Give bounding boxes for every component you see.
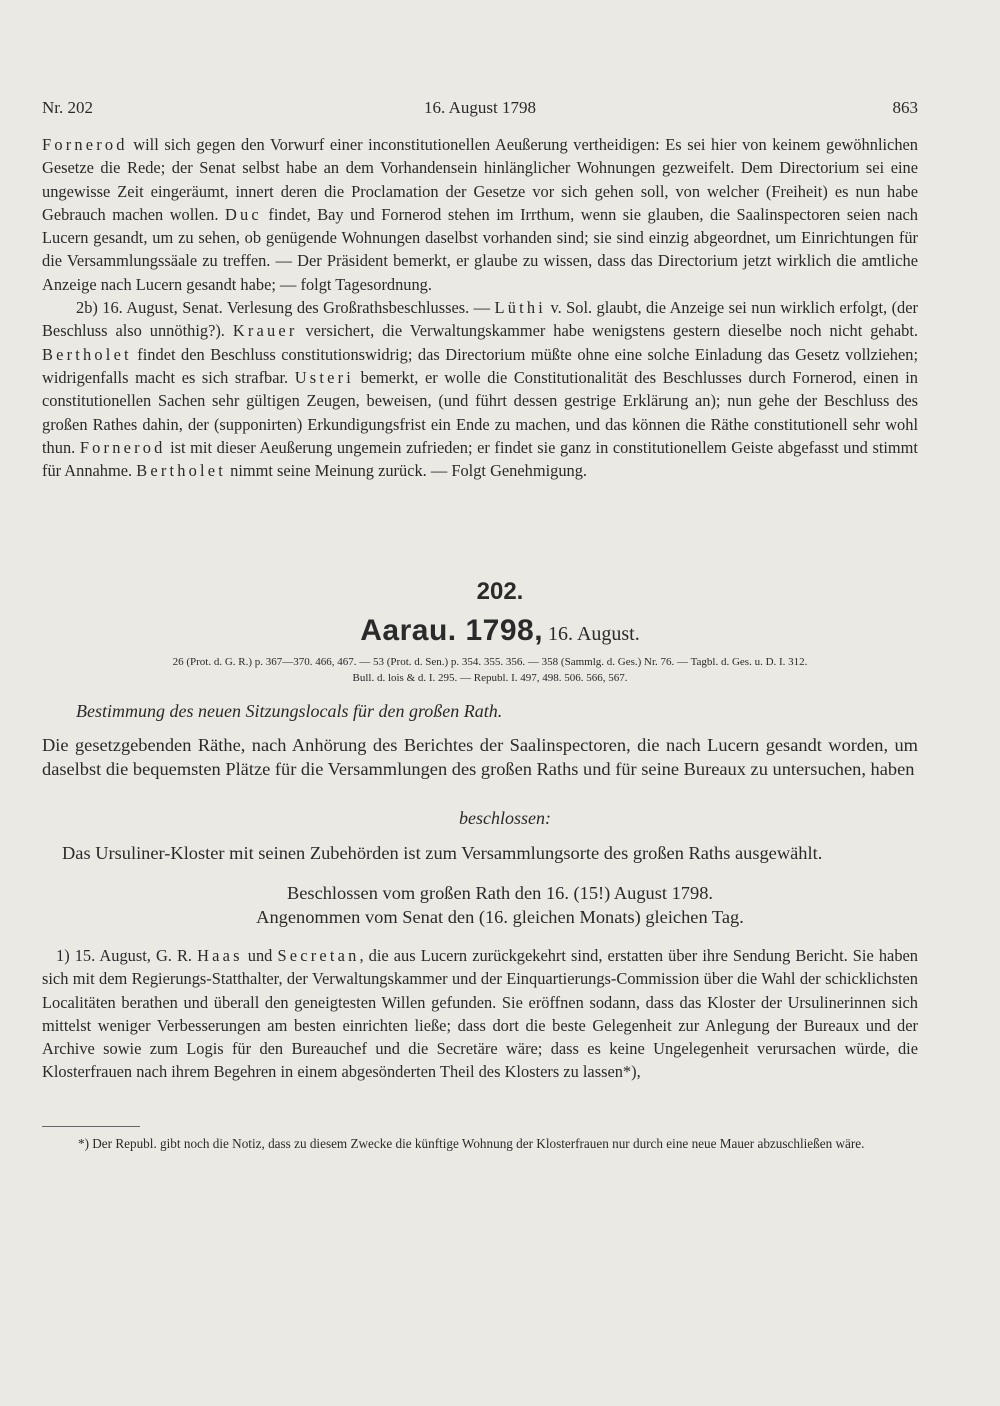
section-title: Bestimmung des neuen Sitzungslocals für den großen Rath. — [76, 701, 503, 721]
running-header — [42, 98, 918, 120]
decree-closing-senate: Angenommen vom Senat den (16. gleichen Monats) gleichen Tag. — [256, 907, 744, 927]
note-report — [42, 944, 918, 1084]
speaker-name: Bertholet — [42, 344, 132, 364]
section-place-year: Aarau. 1798, — [360, 614, 544, 647]
paragraph-text: findet den Beschluss constitutionswidrig; das Directorium müßte ohne eine solche Einladung das Gesetz vollziehen; widrigenfalls macht es sich strafbar. — [42, 344, 918, 387]
footnote-text: *) Der Republ. gibt noch die Notiz, dass zu diesem Zwecke die künftige Wohnung der Klosterfrauen nur durch eine neue Mauer abzuschließen wäre. — [78, 1136, 865, 1151]
footnote — [42, 1133, 918, 1154]
header-page-number: 863 — [892, 98, 918, 117]
paragraph-text: 2b) 16. August, Senat. Verlesung des Großrathsbeschlusses. — — [76, 298, 495, 318]
decree-body — [42, 842, 918, 866]
section-dateline — [0, 614, 1000, 648]
paragraph-text: ist mit dieser Aeußerung ungemein zufrieden; er findet sie ganz in constitutionellem Geiste abgefasst und stimmt für Annahme. — [42, 437, 918, 481]
speaker-name: Haas — [197, 946, 243, 965]
header-doc-number: Nr. 202 — [42, 98, 93, 117]
source-references — [60, 654, 920, 686]
paragraph-text: findet, Bay und Fornerod stehen im Irrthum, wenn sie glauben, die Saalinspectoren seien nach Lucern gesandt, um zu sehen, ob genügende Wohnungen daselbst vorhanden sind; sie sind einzig abgeordnet, um Einrichtungen für die Versammlungssäale zu treffen. — Der Präsident bemerkt, er glaube zu wissen, dass das Directorium jetzt wirklich die amtliche Anzeige nach Lucern gesandt habe; — folgt Tagesordnung. — [42, 204, 918, 294]
speaker-name: Duc — [224, 204, 262, 224]
references-line: Bull. d. lois & d. I. 295. — Republ. I. 497, 498. 506. 566, 567. — [352, 672, 628, 684]
paragraph-text: und — [242, 946, 278, 965]
decree-resolved: beschlossen: — [459, 808, 551, 828]
decree-closing-council: Beschlossen vom großen Rath den 16. (15!) August 1798. — [286, 883, 713, 903]
header-date: 16. August 1798 — [424, 98, 536, 117]
decree-intro — [42, 734, 918, 782]
section-number: 202. — [476, 578, 524, 605]
paragraph-report — [42, 944, 918, 1084]
speaker-name: Krauer — [232, 321, 298, 341]
section-date: 16. August. — [548, 623, 640, 645]
speaker-name: Fornerod — [79, 437, 166, 457]
paragraph-fornerod — [42, 133, 918, 296]
speaker-name: Fornerod — [42, 135, 128, 154]
continued-debate-text — [42, 133, 918, 482]
decree-intro-text: Die gesetzgebenden Räthe, nach Anhörung des Berichtes der Saalinspectoren, die nach Lucern gesandt worden, um daselbst die bequemsten Plätze für die Versammlungen des großen Raths und für seine Bureaux zu untersuchen, haben — [42, 735, 918, 779]
paragraph-text: , die aus Lucern zurückgekehrt sind, erstatten über ihre Sendung Bericht. Sie haben sich mit dem Regierungs-Statthalter, der Verwaltungskammer und der Einquartierungs-Commission über die Wahl der schicklichsten Localitäten berathen und überall den geneigtesten Willen gefunden. Sie eröffnen sodann, dass das Kloster der Ursulinerinnen sich mittelst weniger Verbesserungen am besten einrichten ließe; dass dort die beste Gelegenheit zur Anlegung der Bureaux und der Archive sowie zum Logis für den Bureauchef und die Secretäre wäre; dass es keine Ungelegenheit verursachen würde, die Klosterfrauen nach ihrem Begehren in einem abgesönderten Theil des Klosters zu lassen*), — [42, 946, 918, 1082]
paragraph-text: nimmt seine Meinung zurück. — Folgt Genehmigung. — [226, 461, 588, 481]
paragraph-text: 1) 15. August, G. R. — [56, 946, 198, 965]
speaker-name: Lüthi — [494, 298, 547, 318]
paragraph-senate — [42, 296, 918, 482]
paragraph-text: versichert, die Verwaltungskammer habe wenigstens gestern dieselbe noch nicht gehabt. — [297, 321, 918, 341]
speaker-name: Usteri — [294, 367, 354, 387]
paragraph-text: v. Sol. glaubt, die Anzeige sei nun wirklich erfolgt, (der Beschluss also unnöthig?). — [42, 298, 918, 341]
footnote-divider — [42, 1126, 140, 1127]
references-line: 26 (Prot. d. G. R.) p. 367—370. 466, 467. — 53 (Prot. d. Sen.) p. 354. 355. 356. — 358 (Sammlg. d. Ges.) Nr. 76. — Tagbl. d. Ges. u. D. I. 312. — [172, 656, 808, 668]
speaker-name: Secretan — [277, 946, 360, 965]
paragraph-text: will sich gegen den Vorwurf einer inconstitutionellen Aeußerung vertheidigen: Es sei hier von keinem gewöhnlichen Gesetze die Rede; der Senat selbst habe an dem Vorhandensein hinlänglicher Wohnungen gezweifelt. Dem Directorium sei eine ungewisse Zeit eingeräumt, innert deren die Proclamation der Gesetze vor sich gehen soll, von welcher (Freiheit) es nun habe Gebrauch machen wollen. — [42, 135, 918, 224]
paragraph-text: bemerkt, er wolle die Constitutionalität des Beschlusses durch Fornerod, einen in constitutionellen Sachen sehr gültigen Zeugen, beweisen, (und führt dessen gestrige Erklärung an); nun gehe der Beschluss des großen Rathes dahin, der (supponirten) Erkundigungsfrist ein Ende zu machen, und das können die Räthe constitutionell sehr wohl thun. — [42, 367, 918, 457]
decree-body-text: Das Ursuliner-Kloster mit seinen Zubehörden ist zum Versammlungsorte des großen Raths ausgewählt. — [62, 843, 823, 863]
speaker-name: Bertholet — [136, 461, 227, 481]
